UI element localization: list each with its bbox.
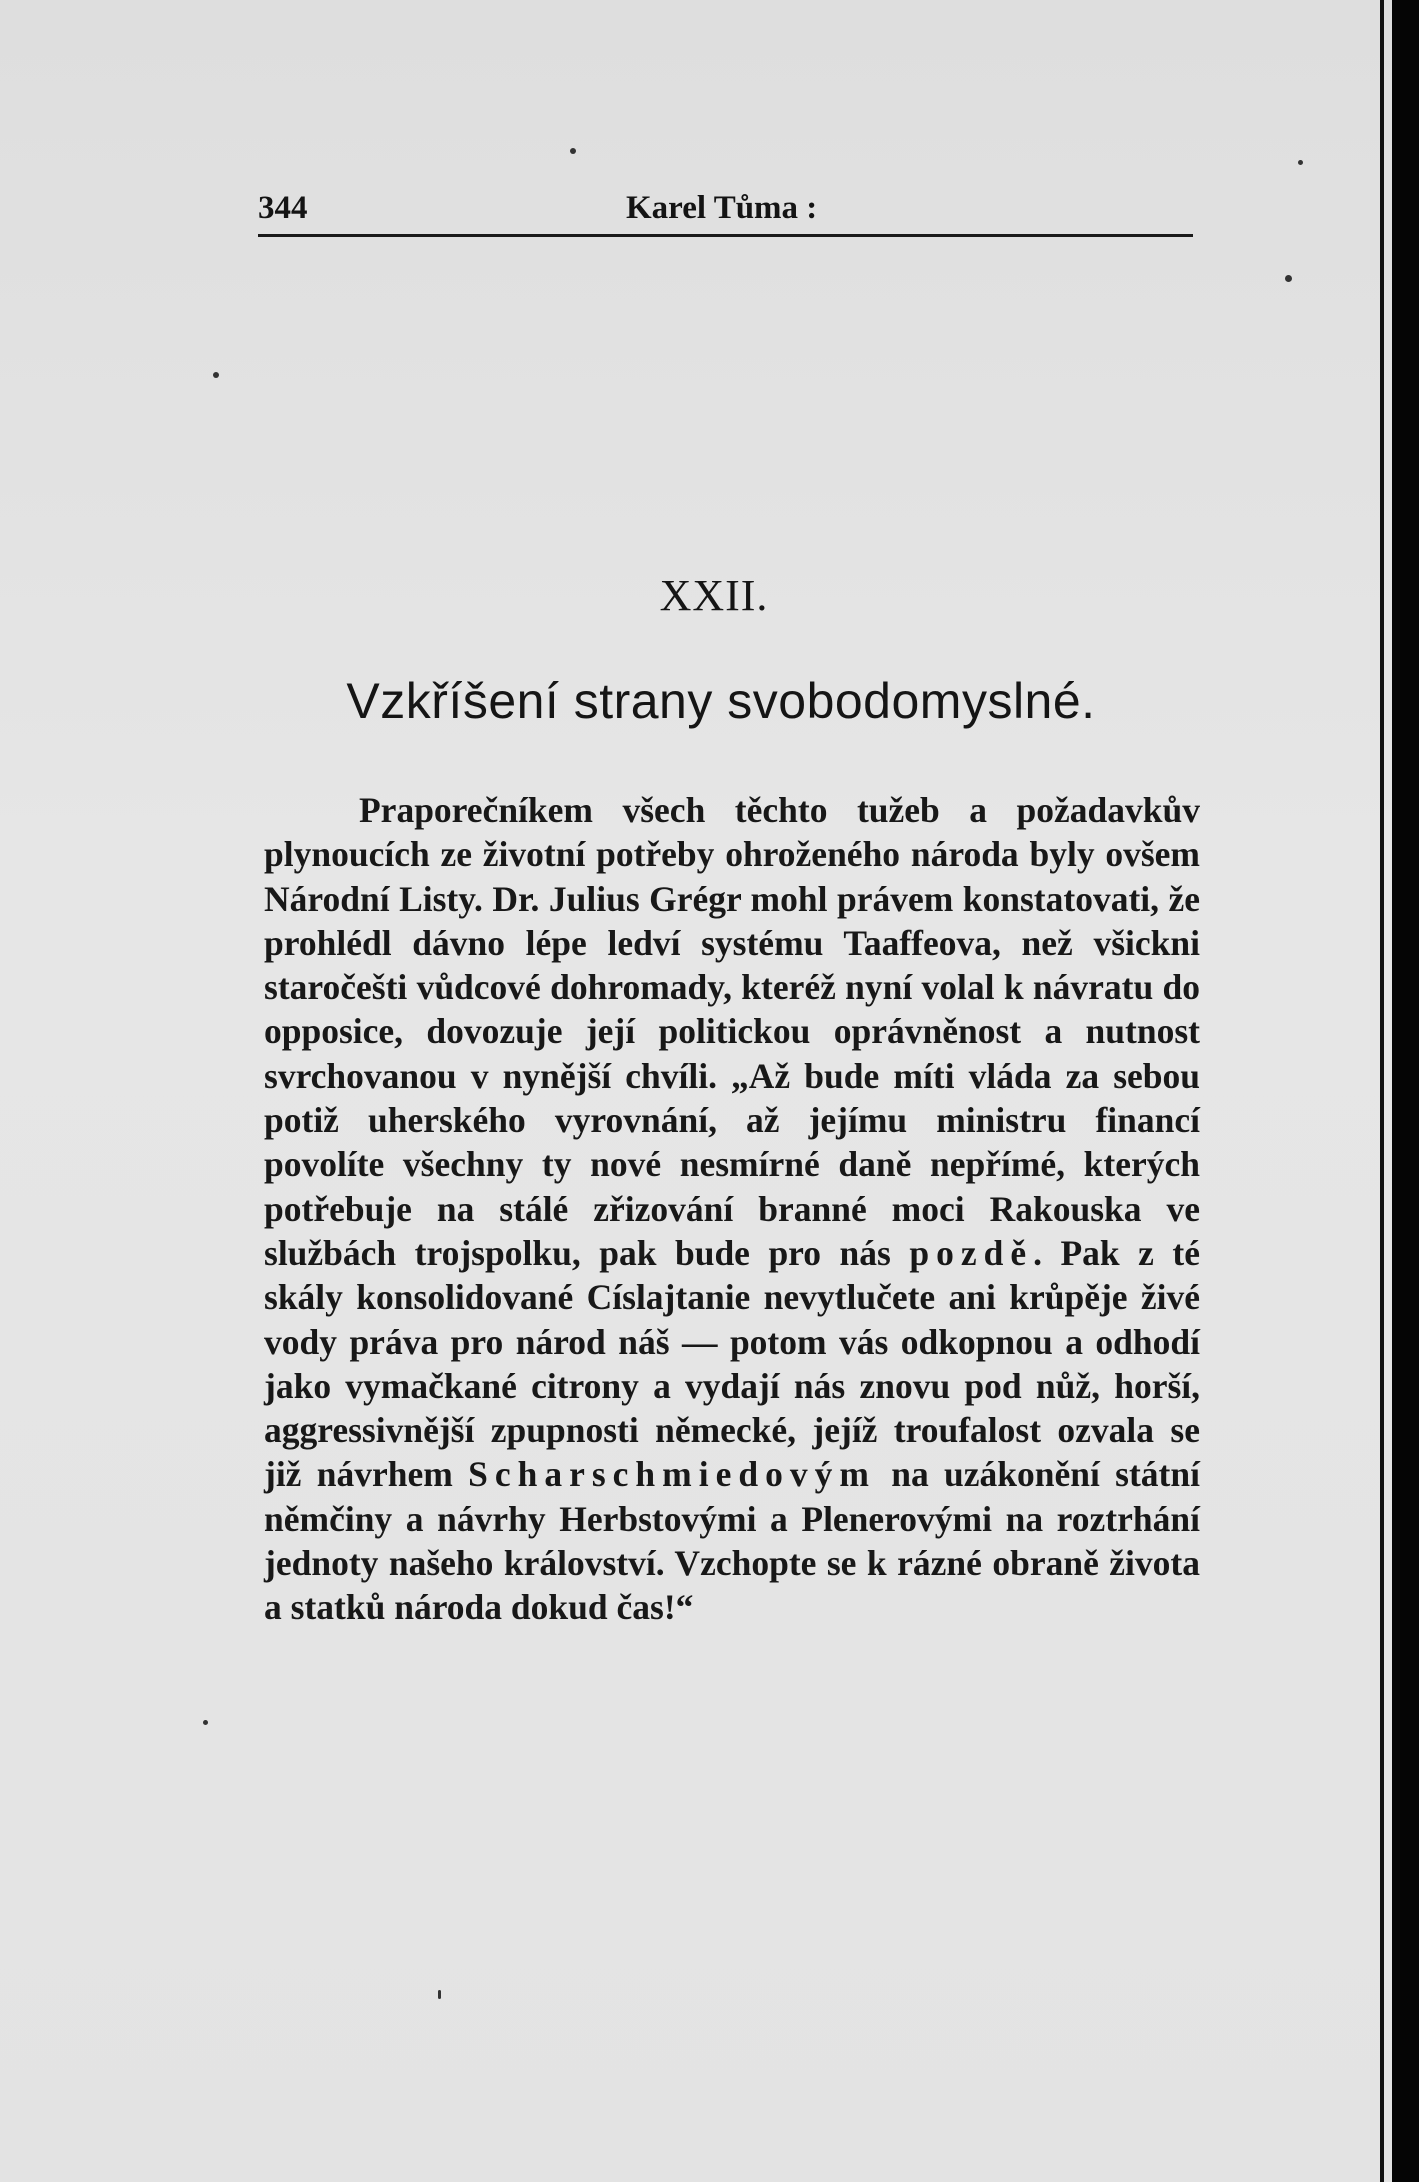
emphasis-spaced-1: pozdě <box>909 1232 1034 1273</box>
running-title: Karel Tůma : <box>626 190 818 226</box>
body-paragraph <box>264 788 1200 1630</box>
chapter-number: XXII. <box>659 571 769 620</box>
chapter-title: Vzkříšení strany svobodomyslné. <box>346 673 1096 729</box>
page-number: 344 <box>258 190 308 226</box>
page-header <box>258 190 1193 236</box>
scan-speck <box>203 1720 208 1725</box>
body-text-part-2: . Pak z té skály konsolidované Císlajtanie nevytlučete ani krůpěje živé vody práva pro národ náš — potom vás odkopnou a odhodí jako vymačkané citrony a vydají nás znovu pod nůž, horší, aggressivnější zpupnosti německé, jejíž troufalost ozvala se již návrhem <box>264 1232 1200 1495</box>
scan-speck <box>438 1990 441 1999</box>
scan-edge <box>1392 0 1419 2182</box>
emphasis-spaced-2: Scharschmiedovým <box>468 1454 876 1495</box>
header-rule <box>258 234 1193 237</box>
scan-edge-line <box>1380 0 1384 2182</box>
scan-speck <box>1285 275 1292 282</box>
body-text-part-1: Praporečníkem všech těchto tužeb a požadavkův plynoucích ze životní potřeby ohroženého národa byly ovšem Národní Listy. Dr. Julius Grégr mohl právem konstatovati, že prohlédl dávno lépe ledví systému Taaffeova, než všickni staročešti vůdcové dohromady, kteréž nyní volal k návratu do opposice, dovozuje její politickou oprávněnost a nutnost svrchovanou v nynější chvíli. „Až bude míti vláda za sebou potiž uherského vyrovnání, až jejímu ministru financí povolíte všechny ty nové nesmírné daně nepřímé, kterých potřebuje na stálé zřizování branné moci Rakouska ve službách trojspolku, pak bude pro nás <box>264 790 1200 1273</box>
scan-speck <box>213 372 219 378</box>
scan-speck <box>1298 160 1303 165</box>
body-text-part-3: na uzákonění státní němčiny a návrhy Herbstovými a Plenerovými na roztrhání jednoty našeho království. Vzchopte se k rázné obraně života a statků národa dokud čas!“ <box>264 1454 1200 1628</box>
scan-speck <box>570 148 576 154</box>
